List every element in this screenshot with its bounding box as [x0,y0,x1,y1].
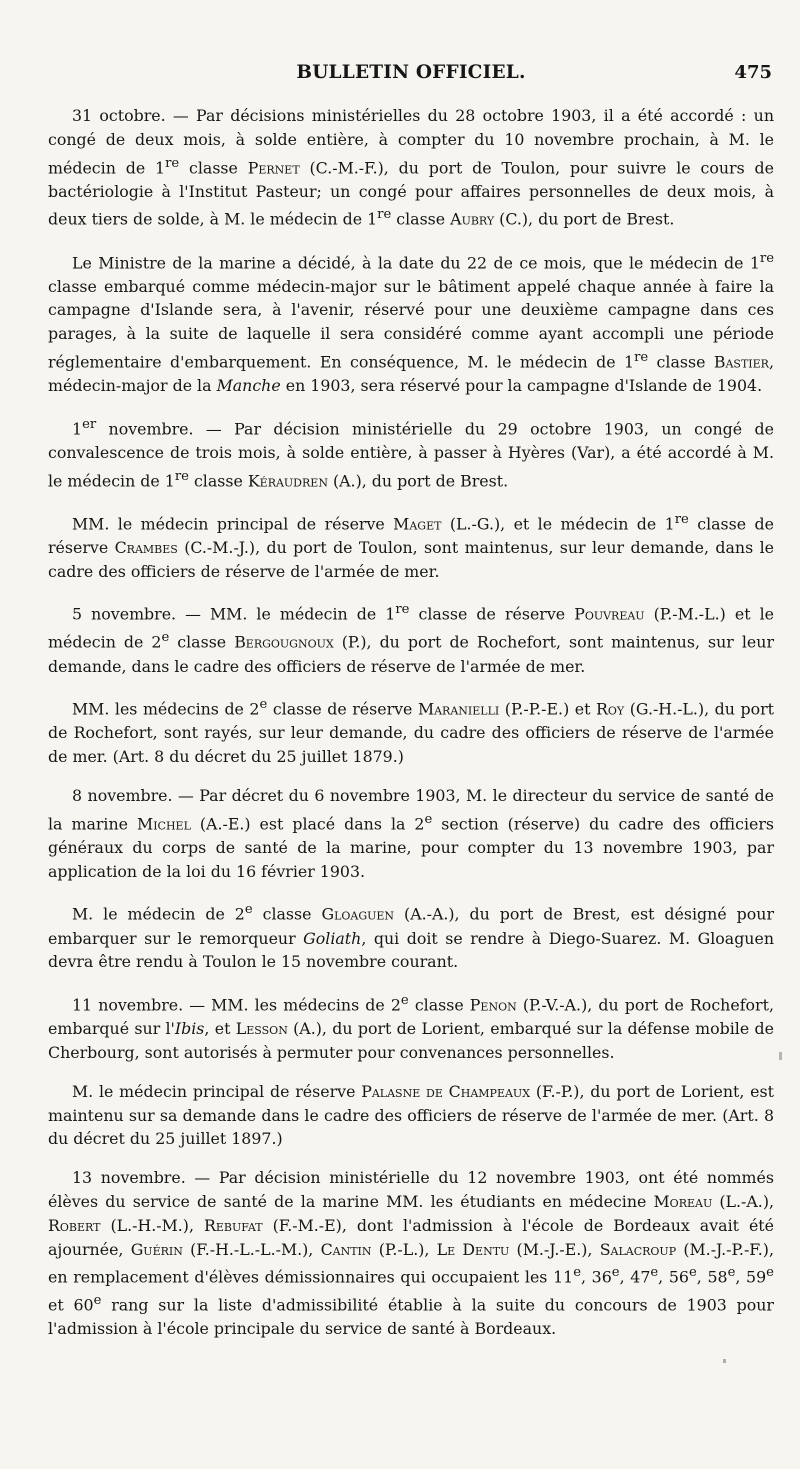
text-run: (P.-P.-E.) et [499,699,596,719]
running-title: BULLETIN OFFICIEL. [296,62,526,83]
person-name: Cantin [320,1239,372,1259]
superscript: re [395,602,410,618]
text-run: classe [648,352,714,372]
text-run: (C.), du port de Brest. [494,209,675,229]
paragraph [48,104,774,232]
person-name: Palasne de Champeaux [361,1081,531,1101]
document-body [48,104,774,1341]
text-run: 8 novembre. — Par décret du 6 novembre 1903, M. le directeur du service de santé de la marine [48,785,774,834]
ship-name: Ibis [174,1019,205,1039]
superscript: e [400,993,409,1009]
page-header [48,62,774,98]
text-run: (P.-M.-L.) et le médecin de 2 [48,604,774,652]
person-name: Maget [393,514,442,534]
text-run: classe [179,157,248,177]
person-name: Rebufat [203,1215,263,1235]
superscript: e [93,1293,102,1309]
text-run: , médecin-major de la [48,352,774,396]
text-run: (L.-A.), [712,1191,775,1211]
text-run: , 58 [696,1267,728,1287]
text-run: novembre. — Par décision ministérielle du 29 octobre 1903, un congé de convalescence de trois mois, à solde entière, à passer à Hyères (Var), a été accordé à M. le médecin de 1 [48,419,774,490]
text-run: , 47 [619,1267,651,1287]
text-run: et 60 [48,1295,94,1315]
superscript: re [377,207,392,223]
paragraph [48,508,774,584]
superscript: er [82,416,97,432]
text-run: 5 novembre. — MM. le médecin de 1 [72,604,396,624]
text-run: classe de réserve [267,699,418,719]
text-run: M. le médecin principal de réserve [72,1081,362,1101]
person-name: Lesson [235,1019,288,1039]
text-run: (A.-E.) est placé dans la 2 [190,814,425,834]
text-run: (P.-V.-A.), du port de Rochefort, embarqué sur l' [48,995,774,1039]
text-run: classe [188,470,248,490]
person-name: Kéraudren [247,470,328,490]
text-run: (M.-J.-P.-F.), en remplacement d'élèves démissionnaires qui occupaient les 11 [48,1239,774,1287]
text-run: (A.), du port de Brest. [327,470,509,490]
superscript: e [161,630,170,646]
ship-name: Manche [216,376,281,396]
person-name: Moreau [653,1191,713,1211]
text-run: (F.-M.-E), dont l'admission à l'école de Bordeaux avait été ajournée, [48,1215,774,1259]
text-run: 11 novembre. — MM. les médecins de 2 [72,995,401,1015]
person-name: Guérin [130,1239,183,1259]
superscript: re [634,349,649,365]
print-speck [723,1359,726,1363]
margin-mark [779,1052,782,1060]
text-run: (P.-L.), [371,1239,437,1259]
person-name: Roy [596,699,625,719]
text-run: , 56 [658,1267,689,1287]
text-run: (P.), du port de Rochefort, sont maintenus, sur leur demande, dans le cadre des officiers de réserve de l'armée de mer. [48,632,774,676]
superscript: e [259,697,268,713]
paragraph [48,247,774,398]
superscript: e [727,1265,736,1281]
text-run: classe embarqué comme médecin-major sur le bâtiment appelé chaque année à faire la campagne d'Islande sera, à l'avenir, réservé pour une deuxième campagne dans ces parages, à la suite de laquelle il sera considéré comme ayant accompli une période réglementaire d'embarquement. En conséquence, M. le médecin de 1 [48,276,774,372]
superscript: e [424,811,433,827]
text-run: classe [169,632,235,652]
text-run: (L.-H.-M.), [100,1215,204,1235]
text-run: (A.), du port de Lorient, embarqué sur la défense mobile de Cherbourg, sont autorisés à permuter pour convenances personnelles. [48,1019,774,1062]
person-name: Salacroup [599,1239,677,1259]
superscript: e [650,1265,659,1281]
text-run: rang sur la liste d'admissibilité établie à la suite du concours de 1903 pour l'admission à l'école principale du service de santé à Bordeaux. [48,1295,774,1339]
text-run: (L.-G.), et le médecin de 1 [441,514,675,534]
text-run: , 36 [580,1267,612,1287]
text-run: MM. le médecin principal de réserve [72,514,394,534]
superscript: e [688,1265,697,1281]
paragraph [48,898,774,974]
text-run: MM. les médecins de 2 [72,699,260,719]
superscript: e [766,1265,774,1281]
person-name: Bergougnoux [234,632,334,652]
text-run: Le Ministre de la marine a décidé, à la date du 22 de ce mois, que le médecin de 1 [72,252,760,272]
person-name: Penon [469,995,517,1015]
paragraph [48,784,774,883]
person-name: Michel [137,814,191,834]
text-run: 1 [72,419,83,439]
text-run: , 59 [735,1267,767,1287]
text-run: 13 novembre. — Par décision ministérielle du 12 novembre 1903, ont été nommés élèves du service de santé de la marine MM. les étudiants en médecine [48,1168,774,1211]
superscript: e [611,1265,620,1281]
paragraph [48,1080,774,1151]
text-run: (F.-P.), du port de Lorient, est maintenu sur sa demande dans le cadre des officiers de réserve de l'armée de mer. (Art. 8 du décret du 25 juillet 1897.) [48,1081,774,1149]
superscript: re [759,250,774,266]
text-run: M. le médecin de 2 [72,904,245,924]
person-name: Gloaguen [321,904,395,924]
text-run: classe [391,209,451,229]
text-run: (C.-M.-J.), du port de Toulon, sont maintenus, sur leur demande, dans le cadre des officiers de réserve de l'armée de mer. [48,537,774,581]
superscript: re [674,511,689,527]
paragraph [48,989,774,1065]
text-run: section (réserve) du cadre des officiers généraux du corps de santé de la marine, pour compter du 13 novembre 1903, par application de la loi du 16 février 1903. [48,814,775,881]
person-name: Le Dentu [436,1239,510,1259]
text-run: , qui doit se rendre à Diego-Suarez. M. Gloaguen devra être rendu à Toulon le 15 novembre courant. [48,928,774,972]
text-run: en 1903, sera réservé pour la campagne d'Islande de 1904. [280,376,763,396]
superscript: re [165,155,180,171]
text-run: classe [252,904,322,924]
text-run: classe de réserve [48,514,774,557]
text-run: (G.-H.-L.), du port de Rochefort, sont rayés, sur leur demande, du cadre des officiers de réserve de l'armée de mer. (Art. 8 du décret du 25 juillet 1879.) [48,699,774,767]
person-name: Aubry [450,209,495,229]
person-name: Pouvreau [574,604,645,624]
superscript: e [573,1265,581,1281]
paragraph [48,413,774,493]
text-run: classe de réserve [409,604,575,624]
person-name: Bastier [713,352,769,372]
superscript: re [174,468,189,484]
person-name: Maranielli [417,699,500,719]
person-name: Crambes [114,537,178,557]
page-number: 475 [734,62,772,83]
person-name: Robert [48,1215,101,1235]
text-run: , et [204,1019,236,1039]
text-run: (A.-A.), du port de Brest, est désigné pour embarquer sur le remorqueur [48,904,774,948]
text-run: classe [408,995,470,1015]
ship-name: Goliath [303,928,362,948]
text-run: (M.-J.-E.), [509,1239,600,1259]
superscript: e [244,902,253,918]
text-run: (C.-M.-F.), du port de Toulon, pour suivre le cours de bactériologie à l'Institut Pasteur; un congé pour affaires personnelles de deux mois, à deux tiers de solde, à M. le médecin de 1 [48,157,774,229]
paragraph [48,598,774,678]
person-name: Pernet [247,157,300,177]
text-run: 31 octobre. — Par décisions ministérielles du 28 octobre 1903, il a été accordé : un congé de deux mois, à solde entière, à compter du 10 novembre prochain, à M. le médecin de 1 [48,106,774,177]
paragraph [48,1166,774,1341]
paragraph [48,693,774,769]
text-run: (F.-H.-L.-L.-M.), [182,1239,321,1259]
